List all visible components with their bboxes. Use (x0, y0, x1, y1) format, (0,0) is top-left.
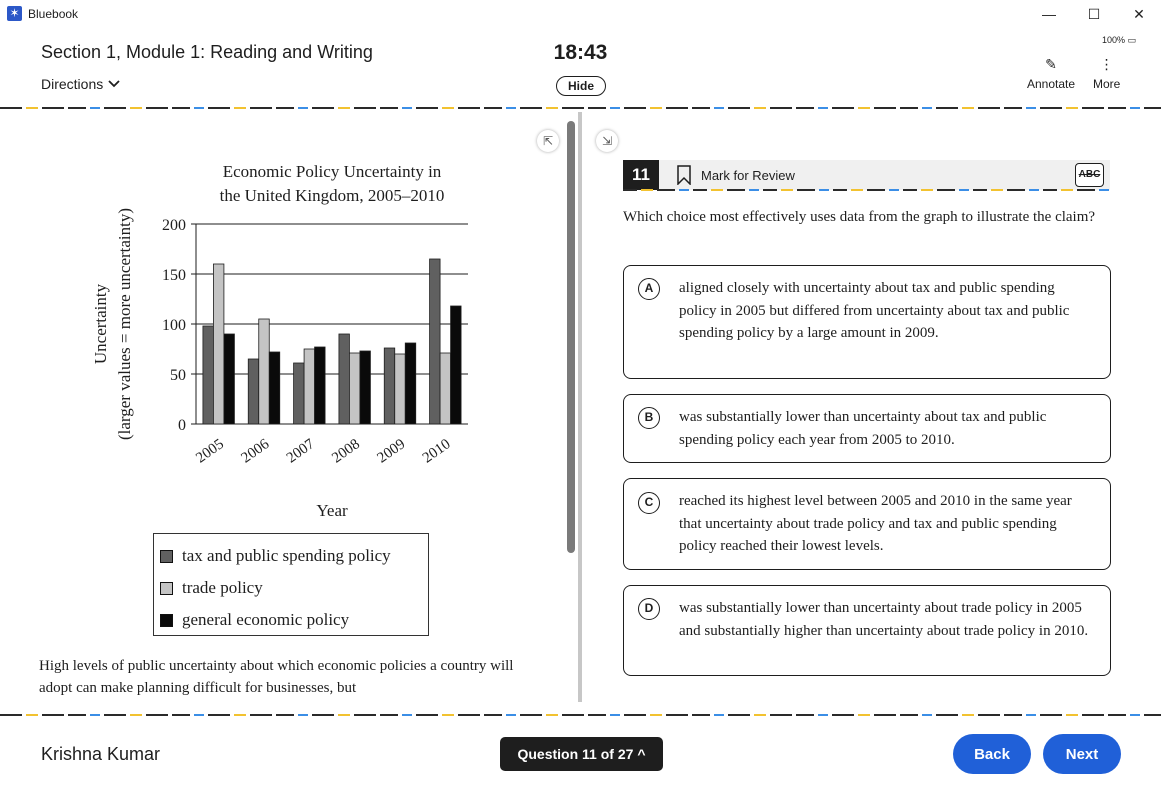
legend-swatch (160, 550, 173, 563)
passage-scrollbar[interactable] (567, 121, 575, 553)
x-tick-label: 2007 (283, 436, 318, 467)
legend-item (154, 604, 428, 636)
bar-chart (80, 150, 480, 520)
close-icon[interactable]: ✕ (1133, 6, 1145, 22)
bar (349, 353, 360, 424)
hide-timer-button[interactable]: Hide (556, 76, 606, 96)
choice-text: was substantially lower than uncertainty about trade policy in 2005 and substantially higher than uncertainty about trade policy in 2010. (679, 600, 1089, 639)
x-axis-label: Year (316, 501, 348, 520)
pane-divider[interactable] (578, 112, 582, 702)
choice-b[interactable] (623, 394, 1111, 463)
next-button[interactable]: Next (1043, 734, 1121, 774)
x-tick-label: 2009 (374, 436, 409, 467)
minimize-icon[interactable]: — (1042, 6, 1056, 22)
legend-label: trade policy (182, 578, 263, 597)
question-header-separator (623, 189, 1110, 191)
chart-legend (153, 533, 429, 636)
question-header-bar (623, 160, 1110, 190)
annotate-label: Annotate (1027, 77, 1076, 91)
x-tick-label: 2008 (329, 436, 363, 467)
x-tick-label: 2006 (238, 436, 273, 467)
section-title: Section 1, Module 1: Reading and Writing (41, 42, 373, 62)
choice-letter: B (638, 407, 660, 429)
bar (224, 334, 235, 424)
legend-item (154, 572, 428, 604)
bar (451, 306, 462, 424)
y-tick-label: 0 (178, 417, 186, 434)
legend-swatch (160, 614, 173, 627)
chart-title-line: Economic Policy Uncertainty in (222, 162, 442, 181)
choice-d[interactable] (623, 585, 1111, 676)
question-navigator-button[interactable] (500, 737, 663, 771)
x-tick-label: 2010 (419, 436, 454, 467)
battery-status (1102, 35, 1136, 46)
y-tick-label: 150 (162, 267, 186, 284)
question-stem: Which choice most effectively uses data from the graph to illustrate the claim? (623, 209, 1096, 225)
passage-text: High levels of public uncertainty about which economic policies a country will adopt can make planning difficult for businesses, but (39, 658, 514, 696)
answer-eliminator-button[interactable]: ABC (1075, 163, 1104, 187)
bar (315, 347, 326, 424)
directions-label: Directions (41, 76, 104, 92)
choice-letter: D (638, 598, 660, 620)
bar (294, 363, 305, 424)
more-button[interactable] (1093, 55, 1120, 91)
bar (259, 319, 270, 424)
bar (440, 353, 451, 424)
more-label: More (1093, 77, 1121, 91)
expand-icon[interactable]: ⇱ (537, 130, 559, 152)
legend-label: general economic policy (182, 610, 350, 629)
student-name: Krishna Kumar (41, 744, 161, 764)
choice-text: was substantially lower than uncertainty about tax and public spending policy each year from 2005 to 2010. (679, 409, 1047, 448)
mark-for-review[interactable]: Mark for Review (701, 168, 795, 183)
bar (395, 354, 406, 424)
chart-title-line: the United Kingdom, 2005–2010 (219, 186, 445, 205)
choice-c[interactable] (623, 478, 1111, 570)
bar (360, 351, 371, 424)
choice-a[interactable] (623, 265, 1111, 379)
header-separator (0, 107, 1161, 109)
bar (430, 259, 441, 424)
bar (384, 348, 395, 424)
footer-separator (0, 714, 1161, 716)
y-tick-label: 200 (162, 217, 186, 234)
bluebook-logo-icon: ✶ (7, 6, 22, 21)
choice-letter: C (638, 492, 660, 514)
question-number: 11 (623, 160, 659, 190)
y-tick-label: 100 (162, 317, 186, 334)
chevron-down-icon (108, 80, 120, 88)
bar (248, 359, 259, 424)
bar (203, 326, 214, 424)
pencil-icon: ✎ (1045, 56, 1057, 72)
directions-toggle[interactable] (41, 76, 120, 92)
bookmark-icon[interactable] (676, 165, 692, 185)
maximize-icon[interactable]: ☐ (1087, 6, 1101, 22)
more-vertical-icon: ⋮ (1099, 56, 1114, 72)
y-axis-label: Uncertainty (91, 283, 110, 365)
chevron-up-icon: ^ (637, 746, 646, 762)
collapse-icon[interactable]: ⇲ (596, 130, 618, 152)
choice-text: aligned closely with uncertainty about tax and public spending policy in 2005 but differed from uncertainty about tax and public spending policy by a large amount in 2009. (679, 280, 1070, 341)
choice-letter: A (638, 278, 660, 300)
legend-item (154, 540, 428, 572)
annotate-button[interactable] (1027, 55, 1075, 91)
app-name: Bluebook (28, 7, 79, 21)
legend-label: tax and public spending policy (182, 546, 391, 565)
y-tick-label: 50 (170, 367, 186, 384)
bar (213, 264, 224, 424)
battery-icon: ▭ (1127, 35, 1137, 45)
battery-percent: 100% (1102, 35, 1126, 45)
bar (339, 334, 350, 424)
bar (405, 343, 416, 424)
bar (304, 349, 315, 424)
legend-swatch (160, 582, 173, 595)
y-axis-sublabel: (larger values = more uncertainty) (115, 207, 134, 441)
x-tick-label: 2005 (193, 436, 227, 467)
bar (269, 352, 280, 424)
back-button[interactable]: Back (953, 734, 1031, 774)
window-titlebar (0, 0, 1161, 28)
choice-text: reached its highest level between 2005 and 2010 in the same year that uncertainty about trade policy and tax and public spending policy reached their lowest levels. (679, 493, 1072, 554)
timer: 18:43 (553, 41, 608, 64)
question-navigator-label: Question 11 of 27 (517, 746, 634, 762)
